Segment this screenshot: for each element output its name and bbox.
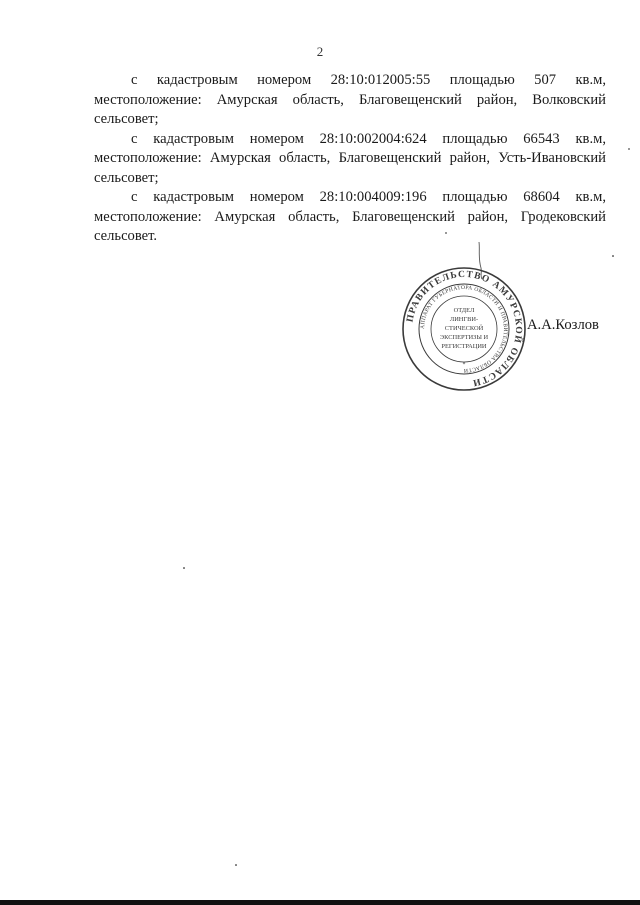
svg-text:*: * [462,362,466,368]
official-seal [401,266,527,392]
seal-inner-text: АППАРАТ ГУБЕРНАТОРА ОБЛАСТИ И ПРАВИТЕЛЬСТВА ОБЛАСТИ [419,284,509,374]
paragraph-location: местоположение: Амурская область, Благовещенский район, Волковский сельсовет; [94,91,606,127]
scan-speck [235,864,237,866]
paragraph-lead: с кадастровым номером 28:10:012005:55 площадью 507 кв.м, [131,72,606,88]
scan-speck [183,567,185,569]
page-number: 2 [316,44,324,59]
signer-name: А.А.Козлов [527,317,599,333]
paragraph-lead: с кадастровым номером 28:10:002004:624 площадью 66543 кв.м, [131,130,606,147]
scan-speck [628,148,630,150]
document-body [94,71,606,247]
paragraph-plot-1 [94,71,606,130]
paragraph-location: местоположение: Амурская область, Благовещенский район, Усть-Ивановский сельсовет; [94,150,606,186]
seal-center-line: РЕГИСТРАЦИИ [441,343,487,350]
seal-center-line: ЭКСПЕРТИЗЫ И [439,334,489,341]
seal-center-line: ОТДЕЛ [453,307,475,314]
seal-center-line: ЛИНГВИ- [449,316,479,323]
scan-speck [445,232,447,234]
scan-speck [612,255,614,257]
paragraph-plot-2 [94,130,606,189]
paragraph-lead: с кадастровым номером 28:10:004009:196 площадью 68604 кв.м, [131,189,606,205]
scan-edge [0,900,640,905]
paragraph-location: местоположение: Амурская область, Благовещенский район, Гродековский сельсовет. [94,208,606,244]
paragraph-plot-3 [94,188,606,247]
seal-outer-text: ПРАВИТЕЛЬСТВО АМУРСКОЙ ОБЛАСТИ [405,269,524,388]
seal-center-line: СТИЧЕСКОЙ [444,325,484,332]
